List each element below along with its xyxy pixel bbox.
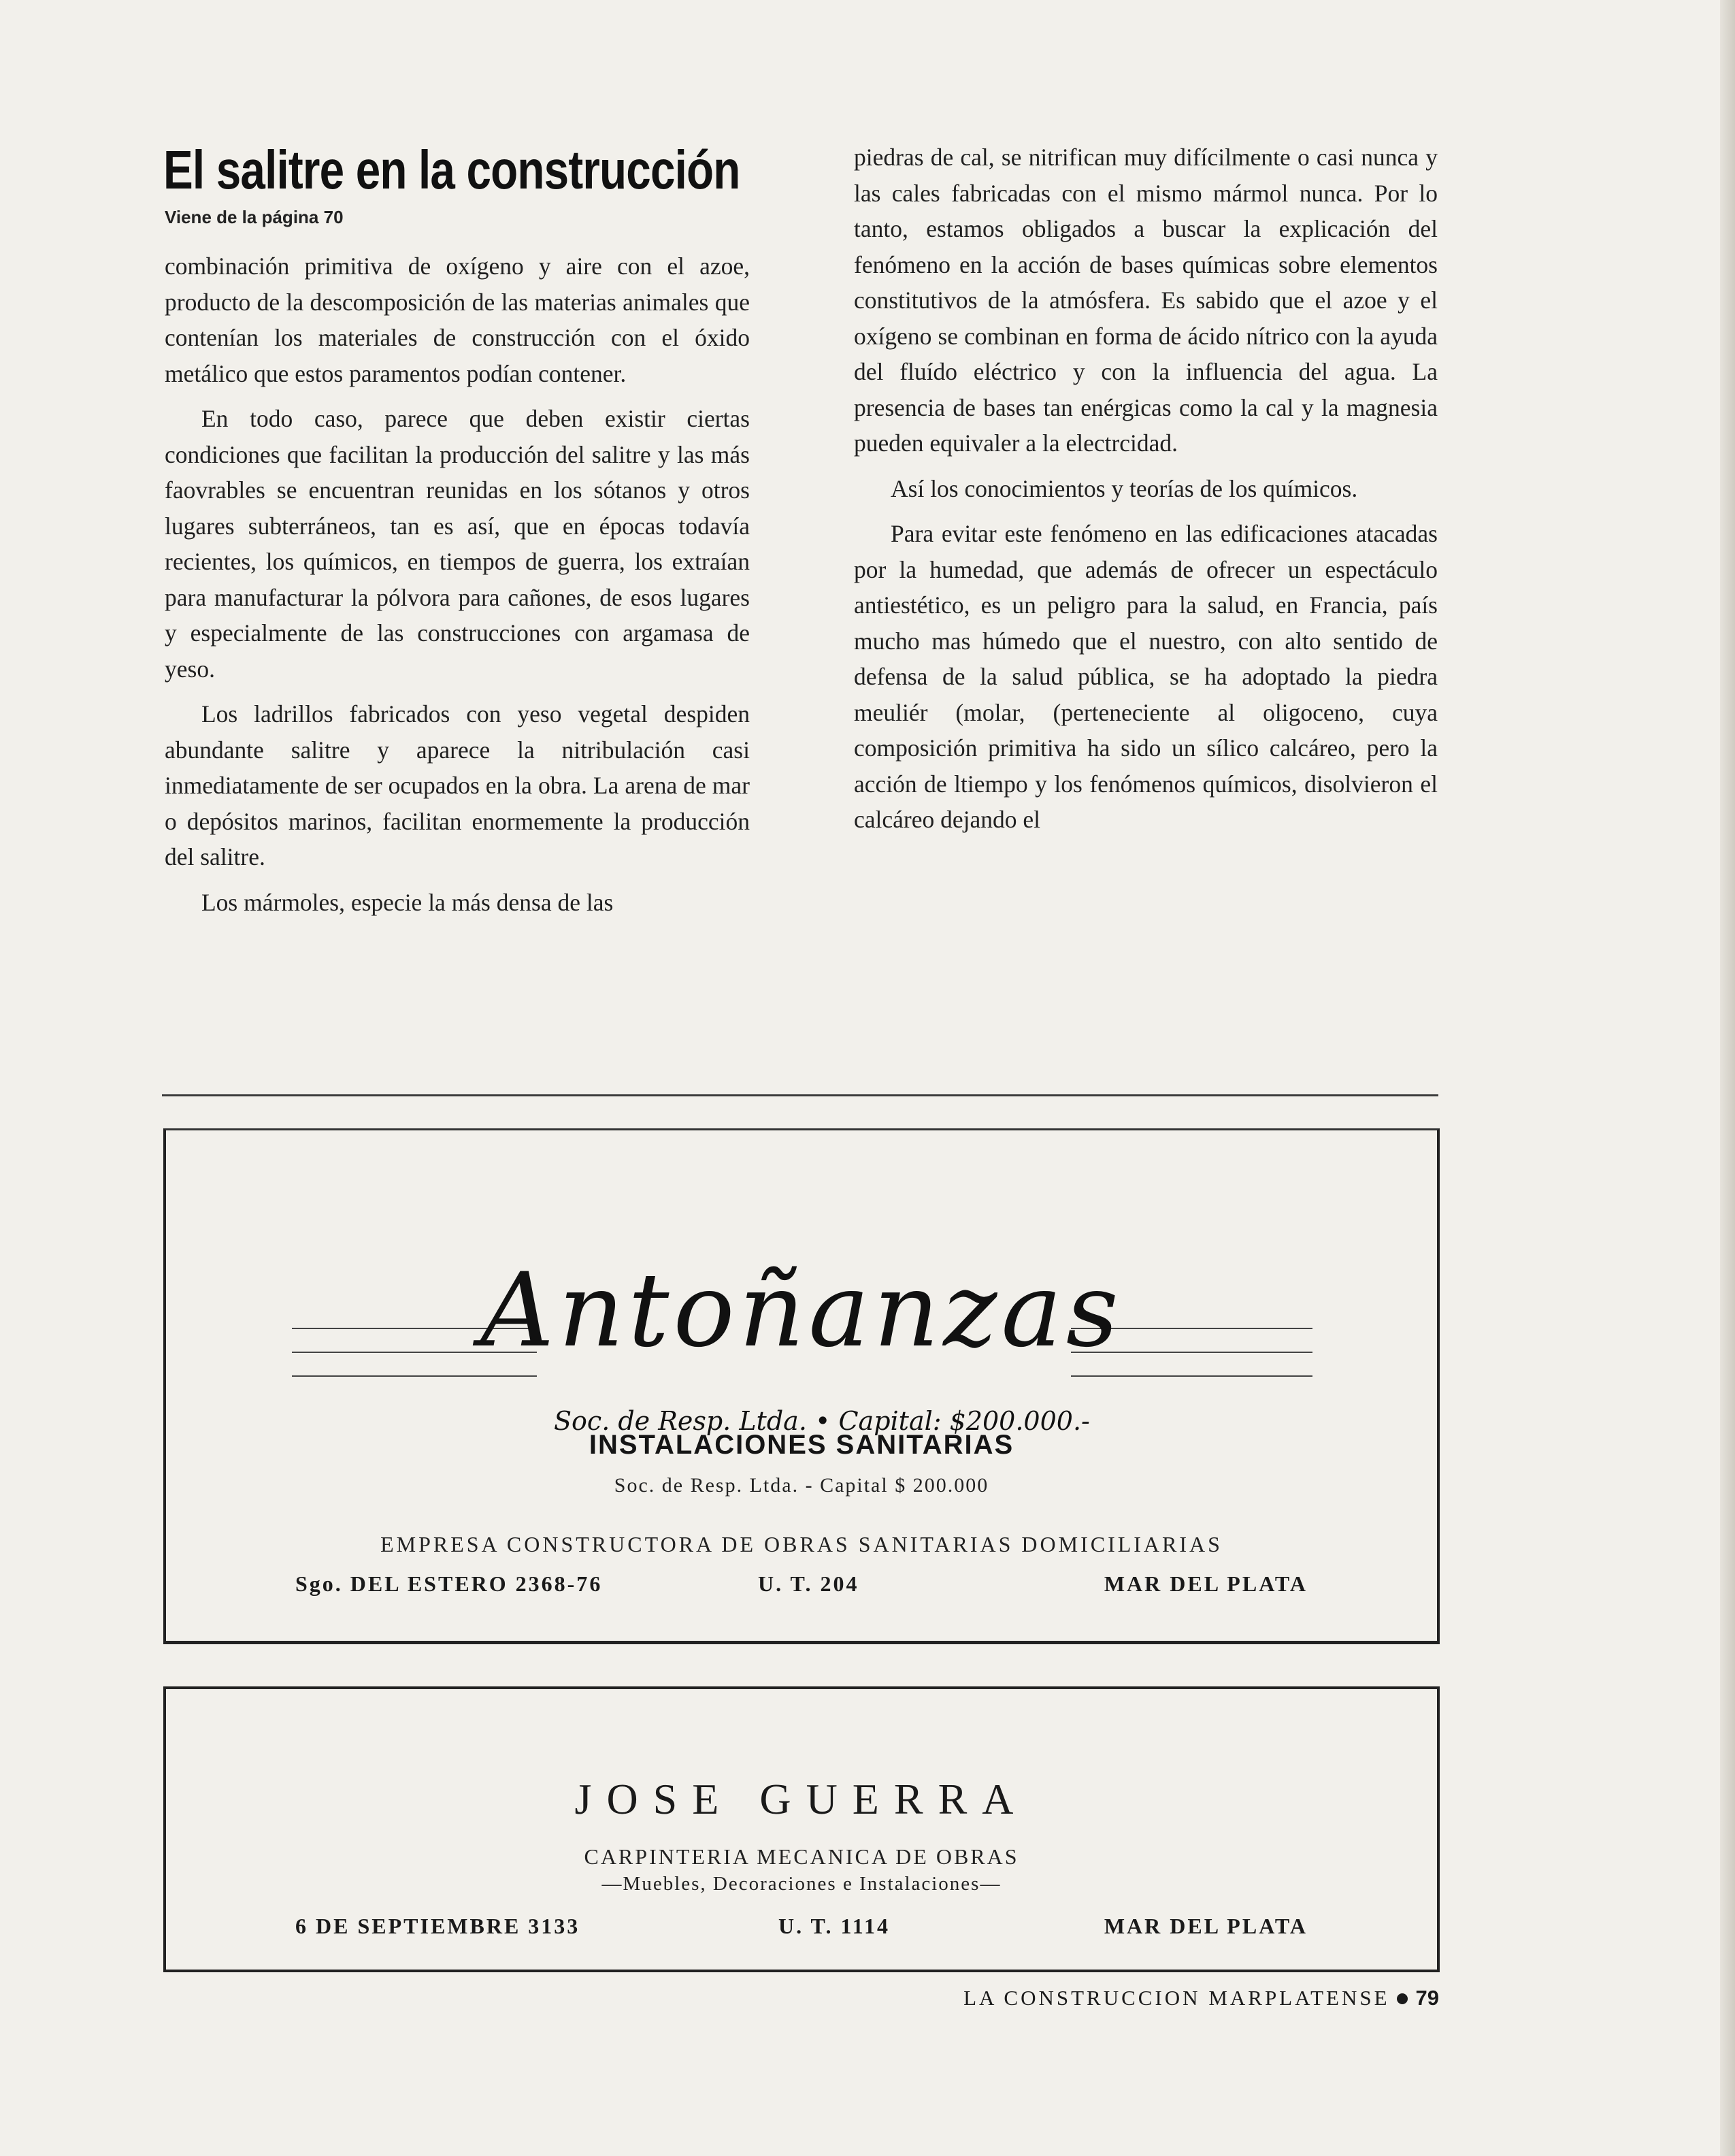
brand-category: INSTALACIONES SANITARIAS xyxy=(589,1430,1014,1460)
page-edge xyxy=(1720,0,1735,2156)
ad-city: MAR DEL PLATA xyxy=(1104,1914,1308,1938)
ad-city: MAR DEL PLATA xyxy=(1104,1571,1308,1596)
ad-trade: CARPINTERIA MECANICA DE OBRAS xyxy=(584,1844,1019,1869)
ad-phone: U. T. 204 xyxy=(758,1571,859,1596)
paragraph: Para evitar este fenómeno en las edificaciones atacadas por la humedad, que además de ofrecer un espectáculo antiestético, es un peligro para la salud, en Francia, país mucho mas húmedo que el nuestro, con alto sentido de defensa de la salud pública, se ha adoptado la piedra meuliér (molar, (perteneciente al oligoceno, cuya composición primitiva ha sido un sílico calcáreo, pero la acción de ltiempo y los fenómenos químicos, disolvieron el calcáreo dejando el xyxy=(854,520,1438,833)
brand-line xyxy=(1071,1375,1312,1377)
continued-note: Viene de la página 70 xyxy=(165,207,344,227)
page-number: 79 xyxy=(1415,1986,1439,2010)
paragraph: piedras de cal, se nitrifican muy difícilmente o casi nunca y las cales fabricadas con el mismo mármol nunca. Por lo tanto, estamos obligados a buscar la explicación del fenómeno en la acción de bases químicas sobre elementos constitutivos de la atmósfera. Es sabido que el azoe y el oxígeno se combinan en forma de ácido nítrico con la ayuda del fluído eléctrico y con la influencia del agua. La presencia de bases tan enérgicas como la cal y la magnesia pueden equivaler a la electrcidad. xyxy=(854,144,1438,457)
ad-services: —Muebles, Decoraciones e Instalaciones— xyxy=(601,1873,1002,1895)
ad-antonanzas xyxy=(163,1128,1440,1644)
ad-name: JOSE GUERRA xyxy=(574,1775,1029,1823)
article-right-column xyxy=(854,140,1438,838)
brand-line xyxy=(292,1375,537,1377)
ad-phone: U. T. 1114 xyxy=(778,1914,890,1938)
paragraph: combinación primitiva de oxígeno y aire con el azoe, producto de la descomposición de las materias animales que contenían los materiales de construcción con el óxido metálico que estos paramentos podían contener. xyxy=(165,252,750,387)
paragraph: Los ladrillos fabricados con yeso vegetal despiden abundante salitre y aparece la nitribulación casi inmediatamente de ser ocupados en la obra. La arena de mar o depósitos marinos, facilitan enormemente la producción del salitre. xyxy=(165,700,750,870)
paragraph: En todo caso, parece que deben existir ciertas condiciones que facilitan la producción del salitre y las más faovrables se encuentran reunidas en los sótanos y otros lugares subterráneos, tan es así, que en épocas todavía recientes, los químicos, en tiempos de guerra, los extraían para manufacturar la pólvora para cañones, de esos lugares y especialmente de las construcciones con argamasa de yeso. xyxy=(165,405,750,683)
ad-jose-guerra xyxy=(163,1686,1440,1972)
paragraph: Así los conocimientos y teorías de los químicos. xyxy=(891,474,1358,502)
ad-address: 6 DE SEPTIEMBRE 3133 xyxy=(295,1914,580,1938)
company-description: EMPRESA CONSTRUCTORA DE OBRAS SANITARIAS DOMICILIARIAS xyxy=(380,1532,1223,1556)
publication-name: LA CONSTRUCCION MARPLATENSE xyxy=(963,1986,1390,2010)
section-divider xyxy=(162,1094,1438,1096)
paragraph: Los mármoles, especie la más densa de las xyxy=(201,888,614,916)
article-left-column xyxy=(165,248,750,920)
page-footer xyxy=(963,1986,1439,2010)
brand-logo-text: Antoñanzas xyxy=(480,1252,1123,1370)
bullet-icon xyxy=(1397,1993,1408,2004)
brand-subtitle: Soc. de Resp. Ltda. • Capital: $200.000.- xyxy=(554,1406,1090,1436)
company-type: Soc. de Resp. Ltda. - Capital $ 200.000 xyxy=(614,1474,989,1497)
ad-address: Sgo. DEL ESTERO 2368-76 xyxy=(295,1571,603,1596)
article-title: El salitre en la construcción xyxy=(163,140,740,200)
